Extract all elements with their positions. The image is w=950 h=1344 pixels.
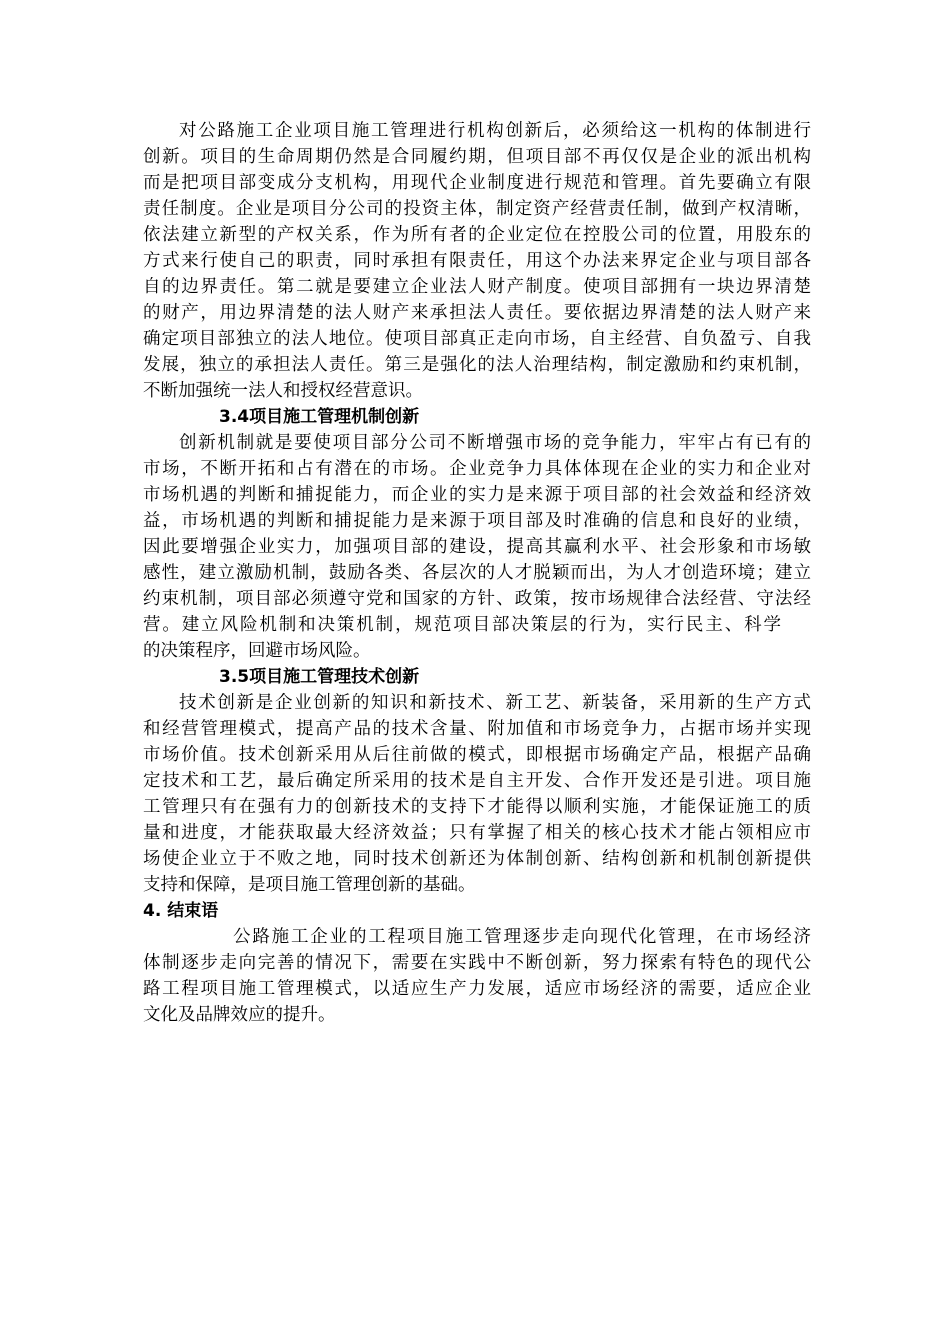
text-line: 市场机遇的判断和捕捉能力，而企业的实力是来源于项目部的社会效益和经济效 xyxy=(143,485,811,505)
text-line: 市场价值。技术创新采用从后往前做的模式，即根据市场确定产品，根据产品确 xyxy=(143,745,811,765)
text-line: 创新机制就是要使项目部分公司不断增强市场的竞争能力，牢牢占有已有的 xyxy=(179,433,811,453)
text-line: 益，市场机遇的判断和捕捉能力是来源于项目部及时准确的信息和良好的业绩， xyxy=(143,511,811,531)
text-line: 文化及品牌效应的提升。 xyxy=(143,1005,336,1025)
text-line: 而是把项目部变成分支机构，用现代企业制度进行规范和管理。首先要确立有限 xyxy=(143,173,811,193)
text-line: 确定项目部独立的法人地位。使项目部真正走向市场，自主经营、自负盈亏、自我 xyxy=(143,329,811,349)
section-3-4-heading: 3.4项目施工管理机制创新 xyxy=(219,407,420,427)
text-line: 工管理只有在强有力的创新技术的支持下才能得以顺利实施，才能保证施工的质 xyxy=(143,797,811,817)
text-line: 发展，独立的承担法人责任。第三是强化的法人治理结构，制定激励和约束机制， xyxy=(143,355,811,375)
text-line: 创新。项目的生命周期仍然是合同履约期，但项目部不再仅仅是企业的派出机构 xyxy=(143,147,811,167)
text-line: 路工程项目施工管理模式，以适应生产力发展，适应市场经济的需要，适应企业 xyxy=(143,979,811,999)
text-line: 市场，不断开拓和占有潜在的市场。企业竞争力具体体现在企业的实力和企业对 xyxy=(143,459,811,479)
text-line: 支持和保障，是项目施工管理创新的基础。 xyxy=(143,875,476,895)
text-line: 责任制度。企业是项目分公司的投资主体，制定资产经营责任制，做到产权清晰， xyxy=(143,199,811,219)
text-line: 营。建立风险机制和决策机制，规范项目部决策层的行为，实行民主、科学 xyxy=(143,615,781,635)
section-3-5-heading: 3.5项目施工管理技术创新 xyxy=(219,667,420,687)
text-line: 自的边界责任。第二就是要建立企业法人财产制度。使项目部拥有一块边界清楚 xyxy=(143,277,811,297)
text-line: 不断加强统一法人和授权经营意识。 xyxy=(143,381,423,401)
text-line: 量和进度，才能获取最大经济效益；只有掌握了相关的核心技术才能占领相应市 xyxy=(143,823,811,843)
text-line: 定技术和工艺，最后确定所采用的技术是自主开发、合作开发还是引进。项目施 xyxy=(143,771,811,791)
text-line: 感性，建立激励机制，鼓励各类、各层次的人才脱颖而出，为人才创造环境；建立 xyxy=(143,563,811,583)
section-4-paragraph xyxy=(143,924,811,1028)
text-line: 依法建立新型的产权关系，作为所有者的企业定位在控股公司的位置，用股东的 xyxy=(143,225,811,245)
text-line: 的财产，用边界清楚的法人财产来承担法人责任。要依据边界清楚的法人财产来 xyxy=(143,303,811,323)
text-line: 方式来行使自己的职责，同时承担有限责任，用这个办法来界定企业与项目部各 xyxy=(143,251,811,271)
section-3-5-paragraph xyxy=(143,690,811,898)
text-line: 技术创新是企业创新的知识和新技术、新工艺、新装备，采用新的生产方式 xyxy=(179,693,811,713)
section-4-heading: 4. 结束语 xyxy=(143,901,219,921)
section-3-4-paragraph xyxy=(143,430,811,664)
text-line: 约束机制，项目部必须遵守党和国家的方针、政策，按市场规律合法经营、守法经 xyxy=(143,589,811,609)
document-page xyxy=(143,118,811,1028)
section-3-3-paragraph xyxy=(143,118,811,404)
text-line: 体制逐步走向完善的情况下，需要在实践中不断创新，努力探索有特色的现代公 xyxy=(143,953,811,973)
text-line: 因此要增强企业实力，加强项目部的建设，提高其赢利水平、社会形象和市场敏 xyxy=(143,537,811,557)
text-line: 场使企业立于不败之地，同时技术创新还为体制创新、结构创新和机制创新提供 xyxy=(143,849,811,869)
text-line: 公路施工企业的工程项目施工管理逐步走向现代化管理，在市场经济 xyxy=(233,927,811,947)
text-line: 对公路施工企业项目施工管理进行机构创新后，必须给这一机构的体制进行 xyxy=(179,121,811,141)
text-line: 和经营管理模式，提高产品的技术含量、附加值和市场竞争力，占据市场并实现 xyxy=(143,719,811,739)
text-line: 的决策程序，回避市场风险。 xyxy=(143,641,371,661)
